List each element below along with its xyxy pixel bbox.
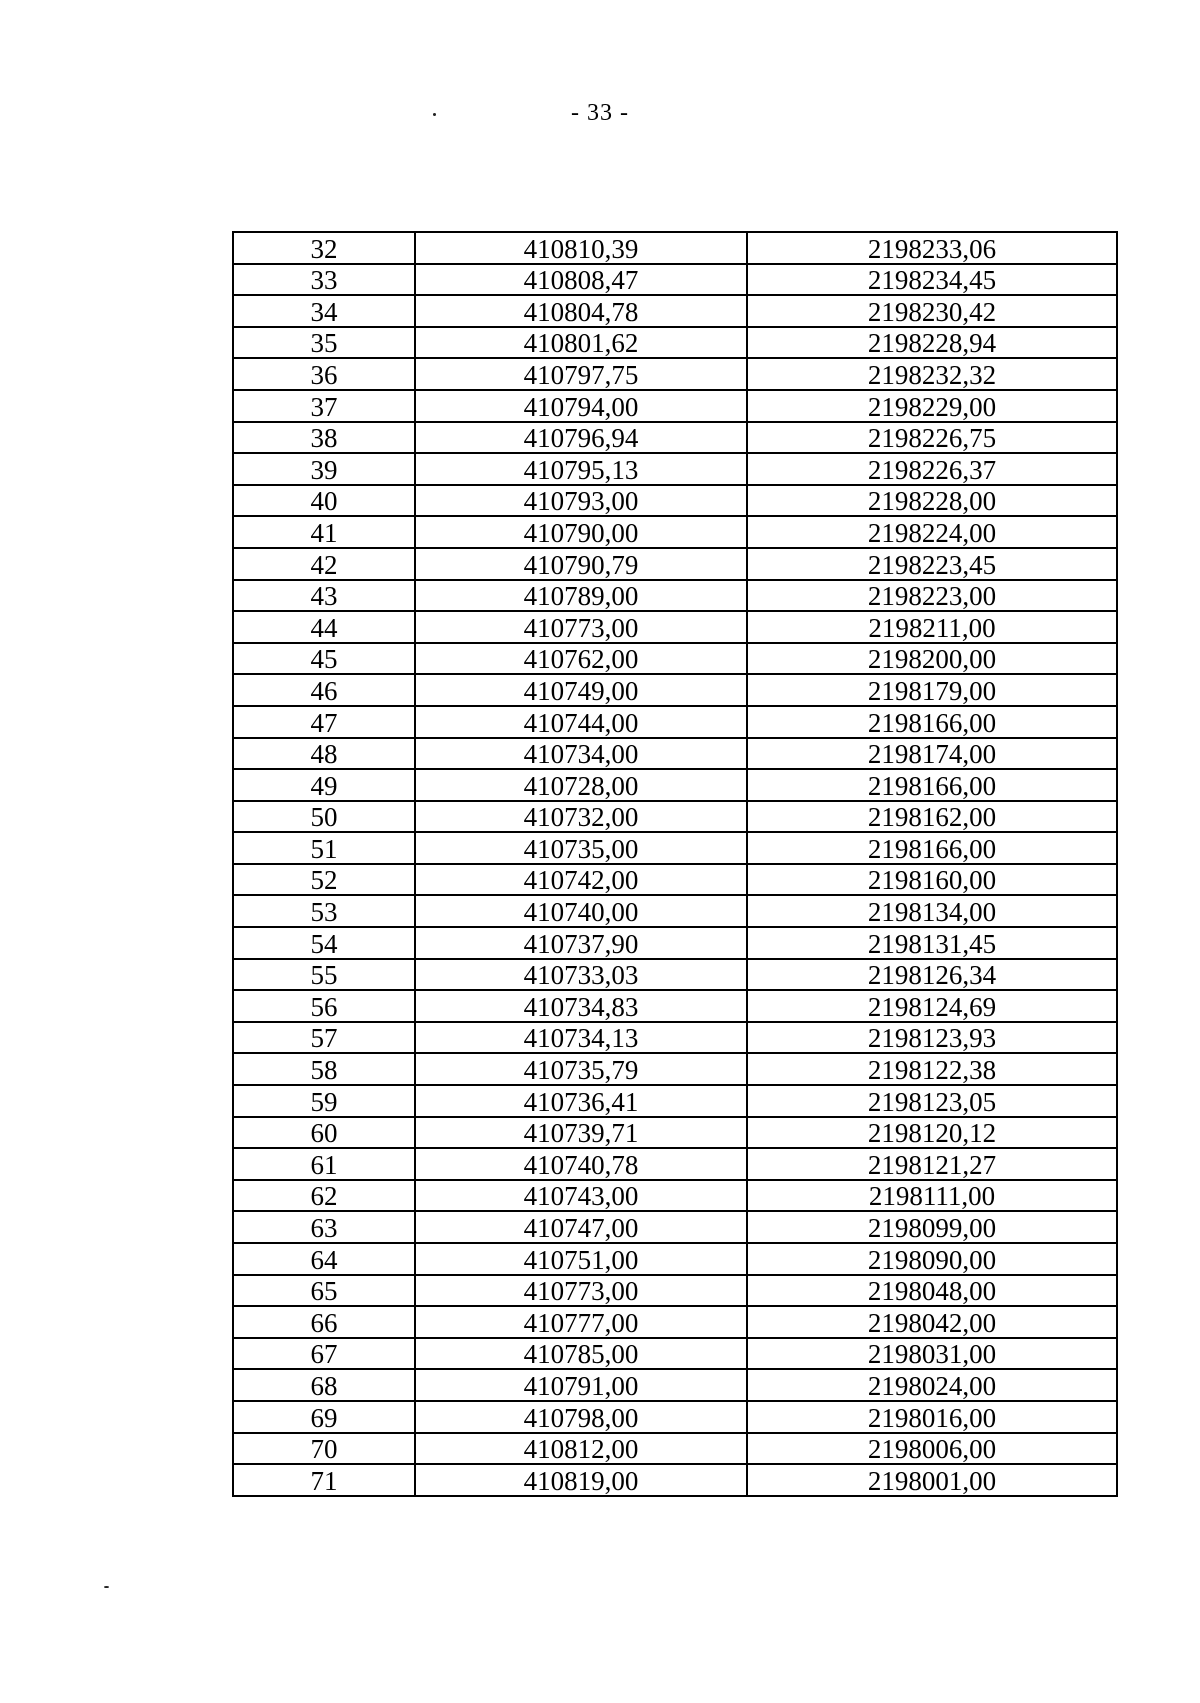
- point-number-cell: 44: [233, 611, 415, 643]
- point-number-cell: 58: [233, 1053, 415, 1085]
- x-coordinate-cell: 410791,00: [415, 1369, 747, 1401]
- table-row: [233, 864, 1117, 896]
- point-number-cell: 36: [233, 358, 415, 390]
- y-coordinate-cell: 2198122,38: [747, 1053, 1117, 1085]
- point-number-cell: 69: [233, 1401, 415, 1433]
- point-number-cell: 40: [233, 485, 415, 517]
- y-coordinate-cell: 2198162,00: [747, 801, 1117, 833]
- point-number-cell: 35: [233, 327, 415, 359]
- y-coordinate-cell: 2198174,00: [747, 738, 1117, 770]
- table-row: [233, 1306, 1117, 1338]
- x-coordinate-cell: 410736,41: [415, 1085, 747, 1117]
- point-number-cell: 67: [233, 1338, 415, 1370]
- table-row: [233, 611, 1117, 643]
- x-coordinate-cell: 410819,00: [415, 1464, 747, 1496]
- point-number-cell: 47: [233, 706, 415, 738]
- y-coordinate-cell: 2198124,69: [747, 990, 1117, 1022]
- x-coordinate-cell: 410728,00: [415, 769, 747, 801]
- x-coordinate-cell: 410740,78: [415, 1148, 747, 1180]
- y-coordinate-cell: 2198224,00: [747, 516, 1117, 548]
- x-coordinate-cell: 410790,79: [415, 548, 747, 580]
- point-number-cell: 64: [233, 1243, 415, 1275]
- table-row: [233, 264, 1117, 296]
- table-row: [233, 1433, 1117, 1465]
- y-coordinate-cell: 2198166,00: [747, 832, 1117, 864]
- coordinates-table-body: [233, 232, 1117, 1496]
- point-number-cell: 63: [233, 1211, 415, 1243]
- point-number-cell: 48: [233, 738, 415, 770]
- y-coordinate-cell: 2198121,27: [747, 1148, 1117, 1180]
- table-row: [233, 327, 1117, 359]
- table-row: [233, 643, 1117, 675]
- x-coordinate-cell: 410737,90: [415, 927, 747, 959]
- table-row: [233, 1053, 1117, 1085]
- table-row: [233, 706, 1117, 738]
- x-coordinate-cell: 410794,00: [415, 390, 747, 422]
- table-row: [233, 1180, 1117, 1212]
- table-row: [233, 1211, 1117, 1243]
- table-row: [233, 1464, 1117, 1496]
- x-coordinate-cell: 410801,62: [415, 327, 747, 359]
- y-coordinate-cell: 2198179,00: [747, 674, 1117, 706]
- table-row: [233, 832, 1117, 864]
- y-coordinate-cell: 2198228,94: [747, 327, 1117, 359]
- table-row: [233, 516, 1117, 548]
- x-coordinate-cell: 410793,00: [415, 485, 747, 517]
- scan-speck: [433, 113, 436, 116]
- y-coordinate-cell: 2198232,32: [747, 358, 1117, 390]
- table-row: [233, 990, 1117, 1022]
- x-coordinate-cell: 410808,47: [415, 264, 747, 296]
- y-coordinate-cell: 2198223,00: [747, 580, 1117, 612]
- y-coordinate-cell: 2198123,05: [747, 1085, 1117, 1117]
- table-row: [233, 485, 1117, 517]
- table-row: [233, 738, 1117, 770]
- y-coordinate-cell: 2198001,00: [747, 1464, 1117, 1496]
- table-row: [233, 548, 1117, 580]
- x-coordinate-cell: 410789,00: [415, 580, 747, 612]
- x-coordinate-cell: 410733,03: [415, 959, 747, 991]
- point-number-cell: 42: [233, 548, 415, 580]
- y-coordinate-cell: 2198166,00: [747, 706, 1117, 738]
- y-coordinate-cell: 2198016,00: [747, 1401, 1117, 1433]
- point-number-cell: 65: [233, 1275, 415, 1307]
- table-row: [233, 453, 1117, 485]
- x-coordinate-cell: 410790,00: [415, 516, 747, 548]
- point-number-cell: 57: [233, 1022, 415, 1054]
- point-number-cell: 52: [233, 864, 415, 896]
- point-number-cell: 61: [233, 1148, 415, 1180]
- point-number-cell: 39: [233, 453, 415, 485]
- table-row: [233, 1022, 1117, 1054]
- x-coordinate-cell: 410749,00: [415, 674, 747, 706]
- y-coordinate-cell: 2198126,34: [747, 959, 1117, 991]
- x-coordinate-cell: 410810,39: [415, 232, 747, 264]
- point-number-cell: 43: [233, 580, 415, 612]
- point-number-cell: 55: [233, 959, 415, 991]
- table-row: [233, 1369, 1117, 1401]
- table-row: [233, 1148, 1117, 1180]
- scan-speck: [104, 1586, 109, 1588]
- x-coordinate-cell: 410744,00: [415, 706, 747, 738]
- point-number-cell: 32: [233, 232, 415, 264]
- table-row: [233, 1117, 1117, 1149]
- table-row: [233, 801, 1117, 833]
- x-coordinate-cell: 410735,79: [415, 1053, 747, 1085]
- y-coordinate-cell: 2198090,00: [747, 1243, 1117, 1275]
- point-number-cell: 71: [233, 1464, 415, 1496]
- x-coordinate-cell: 410740,00: [415, 895, 747, 927]
- point-number-cell: 66: [233, 1306, 415, 1338]
- x-coordinate-cell: 410773,00: [415, 1275, 747, 1307]
- x-coordinate-cell: 410795,13: [415, 453, 747, 485]
- y-coordinate-cell: 2198229,00: [747, 390, 1117, 422]
- y-coordinate-cell: 2198123,93: [747, 1022, 1117, 1054]
- x-coordinate-cell: 410773,00: [415, 611, 747, 643]
- y-coordinate-cell: 2198166,00: [747, 769, 1117, 801]
- x-coordinate-cell: 410797,75: [415, 358, 747, 390]
- point-number-cell: 53: [233, 895, 415, 927]
- y-coordinate-cell: 2198134,00: [747, 895, 1117, 927]
- x-coordinate-cell: 410785,00: [415, 1338, 747, 1370]
- y-coordinate-cell: 2198099,00: [747, 1211, 1117, 1243]
- point-number-cell: 37: [233, 390, 415, 422]
- y-coordinate-cell: 2198131,45: [747, 927, 1117, 959]
- y-coordinate-cell: 2198223,45: [747, 548, 1117, 580]
- table-row: [233, 295, 1117, 327]
- point-number-cell: 34: [233, 295, 415, 327]
- y-coordinate-cell: 2198048,00: [747, 1275, 1117, 1307]
- x-coordinate-cell: 410804,78: [415, 295, 747, 327]
- table-row: [233, 1243, 1117, 1275]
- x-coordinate-cell: 410735,00: [415, 832, 747, 864]
- table-row: [233, 1401, 1117, 1433]
- y-coordinate-cell: 2198006,00: [747, 1433, 1117, 1465]
- x-coordinate-cell: 410777,00: [415, 1306, 747, 1338]
- y-coordinate-cell: 2198042,00: [747, 1306, 1117, 1338]
- y-coordinate-cell: 2198230,42: [747, 295, 1117, 327]
- point-number-cell: 38: [233, 422, 415, 454]
- x-coordinate-cell: 410734,83: [415, 990, 747, 1022]
- point-number-cell: 46: [233, 674, 415, 706]
- point-number-cell: 49: [233, 769, 415, 801]
- point-number-cell: 33: [233, 264, 415, 296]
- x-coordinate-cell: 410747,00: [415, 1211, 747, 1243]
- table-row: [233, 390, 1117, 422]
- y-coordinate-cell: 2198226,37: [747, 453, 1117, 485]
- table-row: [233, 674, 1117, 706]
- point-number-cell: 51: [233, 832, 415, 864]
- point-number-cell: 62: [233, 1180, 415, 1212]
- x-coordinate-cell: 410796,94: [415, 422, 747, 454]
- table-row: [233, 1275, 1117, 1307]
- table-row: [233, 422, 1117, 454]
- y-coordinate-cell: 2198211,00: [747, 611, 1117, 643]
- table-row: [233, 1085, 1117, 1117]
- x-coordinate-cell: 410734,13: [415, 1022, 747, 1054]
- x-coordinate-cell: 410751,00: [415, 1243, 747, 1275]
- y-coordinate-cell: 2198120,12: [747, 1117, 1117, 1149]
- table-row: [233, 959, 1117, 991]
- x-coordinate-cell: 410739,71: [415, 1117, 747, 1149]
- point-number-cell: 70: [233, 1433, 415, 1465]
- y-coordinate-cell: 2198234,45: [747, 264, 1117, 296]
- point-number-cell: 41: [233, 516, 415, 548]
- table-row: [233, 358, 1117, 390]
- table-row: [233, 769, 1117, 801]
- y-coordinate-cell: 2198160,00: [747, 864, 1117, 896]
- point-number-cell: 56: [233, 990, 415, 1022]
- y-coordinate-cell: 2198024,00: [747, 1369, 1117, 1401]
- x-coordinate-cell: 410743,00: [415, 1180, 747, 1212]
- y-coordinate-cell: 2198200,00: [747, 643, 1117, 675]
- table-row: [233, 1338, 1117, 1370]
- y-coordinate-cell: 2198233,06: [747, 232, 1117, 264]
- table-row: [233, 895, 1117, 927]
- coordinates-table: [232, 231, 1118, 1497]
- page-number: - 33 -: [571, 100, 629, 126]
- y-coordinate-cell: 2198031,00: [747, 1338, 1117, 1370]
- table-row: [233, 580, 1117, 612]
- point-number-cell: 59: [233, 1085, 415, 1117]
- x-coordinate-cell: 410742,00: [415, 864, 747, 896]
- x-coordinate-cell: 410812,00: [415, 1433, 747, 1465]
- y-coordinate-cell: 2198228,00: [747, 485, 1117, 517]
- x-coordinate-cell: 410732,00: [415, 801, 747, 833]
- table-row: [233, 927, 1117, 959]
- table-row: [233, 232, 1117, 264]
- point-number-cell: 54: [233, 927, 415, 959]
- point-number-cell: 45: [233, 643, 415, 675]
- point-number-cell: 50: [233, 801, 415, 833]
- y-coordinate-cell: 2198111,00: [747, 1180, 1117, 1212]
- point-number-cell: 60: [233, 1117, 415, 1149]
- x-coordinate-cell: 410798,00: [415, 1401, 747, 1433]
- point-number-cell: 68: [233, 1369, 415, 1401]
- x-coordinate-cell: 410762,00: [415, 643, 747, 675]
- y-coordinate-cell: 2198226,75: [747, 422, 1117, 454]
- x-coordinate-cell: 410734,00: [415, 738, 747, 770]
